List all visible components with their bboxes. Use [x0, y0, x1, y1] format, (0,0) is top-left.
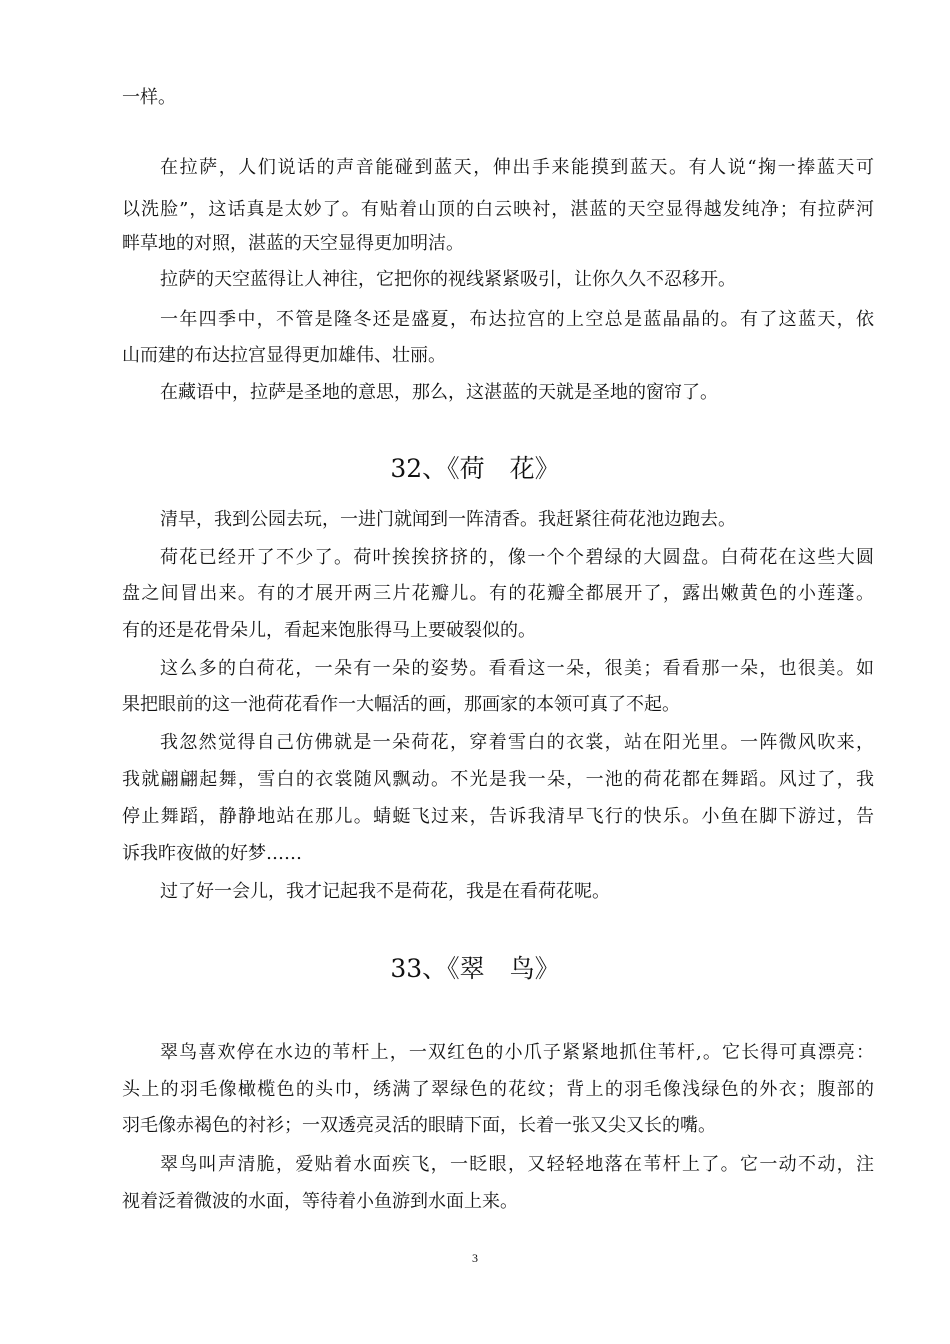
paragraph-line: 翠鸟叫声清脆，爱贴着水面疾飞，一眨眼，又轻轻地落在苇杆上了。它一动不动，注 — [160, 1154, 874, 1175]
paragraph-line: 诉我昨夜做的好梦…… — [122, 843, 302, 864]
section-title-lotus: 32、《荷 花》 — [390, 454, 560, 483]
paragraph-line: 拉萨的天空蓝得让人神往，它把你的视线紧紧吸引，让你久久不忍移开。 — [160, 269, 736, 290]
paragraph-line: 过了好一会儿，我才记起我不是荷花，我是在看荷花呢。 — [160, 881, 610, 902]
paragraph-line: 在藏语中，拉萨是圣地的意思，那么，这湛蓝的天就是圣地的窗帘了。 — [160, 382, 718, 403]
paragraph-line: 山而建的布达拉宫显得更加雄伟、壮丽。 — [122, 345, 446, 366]
paragraph-line: 在拉萨，人们说话的声音能碰到蓝天，伸出手来能摸到蓝天。有人说“掬一捧蓝天可 — [160, 157, 874, 178]
paragraph-line: 果把眼前的这一池荷花看作一大幅活的画，那画家的本领可真了不起。 — [122, 694, 680, 715]
paragraph-line: 清早，我到公园去玩，一进门就闻到一阵清香。我赶紧往荷花池边跑去。 — [160, 509, 736, 530]
paragraph-line: 翠鸟喜欢停在水边的苇杆上，一双红色的小爪子紧紧地抓住苇杆,。它长得可真漂亮： — [160, 1042, 874, 1063]
paragraph-line: 这么多的白荷花，一朵有一朵的姿势。看看这一朵，很美；看看那一朵，也很美。如 — [160, 658, 874, 679]
paragraph-line: 我就翩翩起舞，雪白的衣裳随风飘动。不光是我一朵，一池的荷花都在舞蹈。风过了，我 — [122, 769, 874, 790]
paragraph-line: 我忽然觉得自己仿佛就是一朵荷花，穿着雪白的衣裳，站在阳光里。一阵微风吹来， — [160, 732, 874, 753]
paragraph-line: 荷花已经开了不少了。荷叶挨挨挤挤的，像一个个碧绿的大圆盘。白荷花在这些大圆 — [160, 547, 874, 568]
paragraph-line: 头上的羽毛像橄榄色的头巾，绣满了翠绿色的花纹；背上的羽毛像浅绿色的外衣；腹部的 — [122, 1079, 874, 1100]
paragraph-line: 视着泛着微波的水面，等待着小鱼游到水面上来。 — [122, 1191, 518, 1212]
paragraph-line: 以洗脸”，这话真是太妙了。有贴着山顶的白云映衬，湛蓝的天空显得越发纯净；有拉萨河 — [122, 199, 874, 220]
section-title-kingfisher: 33、《翠 鸟》 — [390, 954, 560, 983]
page-number: 3 — [472, 1251, 478, 1265]
paragraph-line: 一年四季中，不管是隆冬还是盛夏，布达拉宫的上空总是蓝晶晶的。有了这蓝天，依 — [160, 309, 874, 330]
paragraph-line: 盘之间冒出来。有的才展开两三片花瓣儿。有的花瓣全都展开了，露出嫩黄色的小莲蓬。 — [122, 583, 874, 604]
paragraph-line: 停止舞蹈，静静地站在那儿。蜻蜓飞过来，告诉我清早飞行的快乐。小鱼在脚下游过，告 — [122, 806, 874, 827]
paragraph-line: 羽毛像赤褐色的衬衫；一双透亮灵活的眼睛下面，长着一张又尖又长的嘴。 — [122, 1115, 716, 1136]
paragraph-line: 畔草地的对照，湛蓝的天空显得更加明洁。 — [122, 233, 464, 254]
paragraph-line: 有的还是花骨朵儿，看起来饱胀得马上要破裂似的。 — [122, 620, 536, 641]
paragraph-line: 一样。 — [122, 87, 176, 108]
